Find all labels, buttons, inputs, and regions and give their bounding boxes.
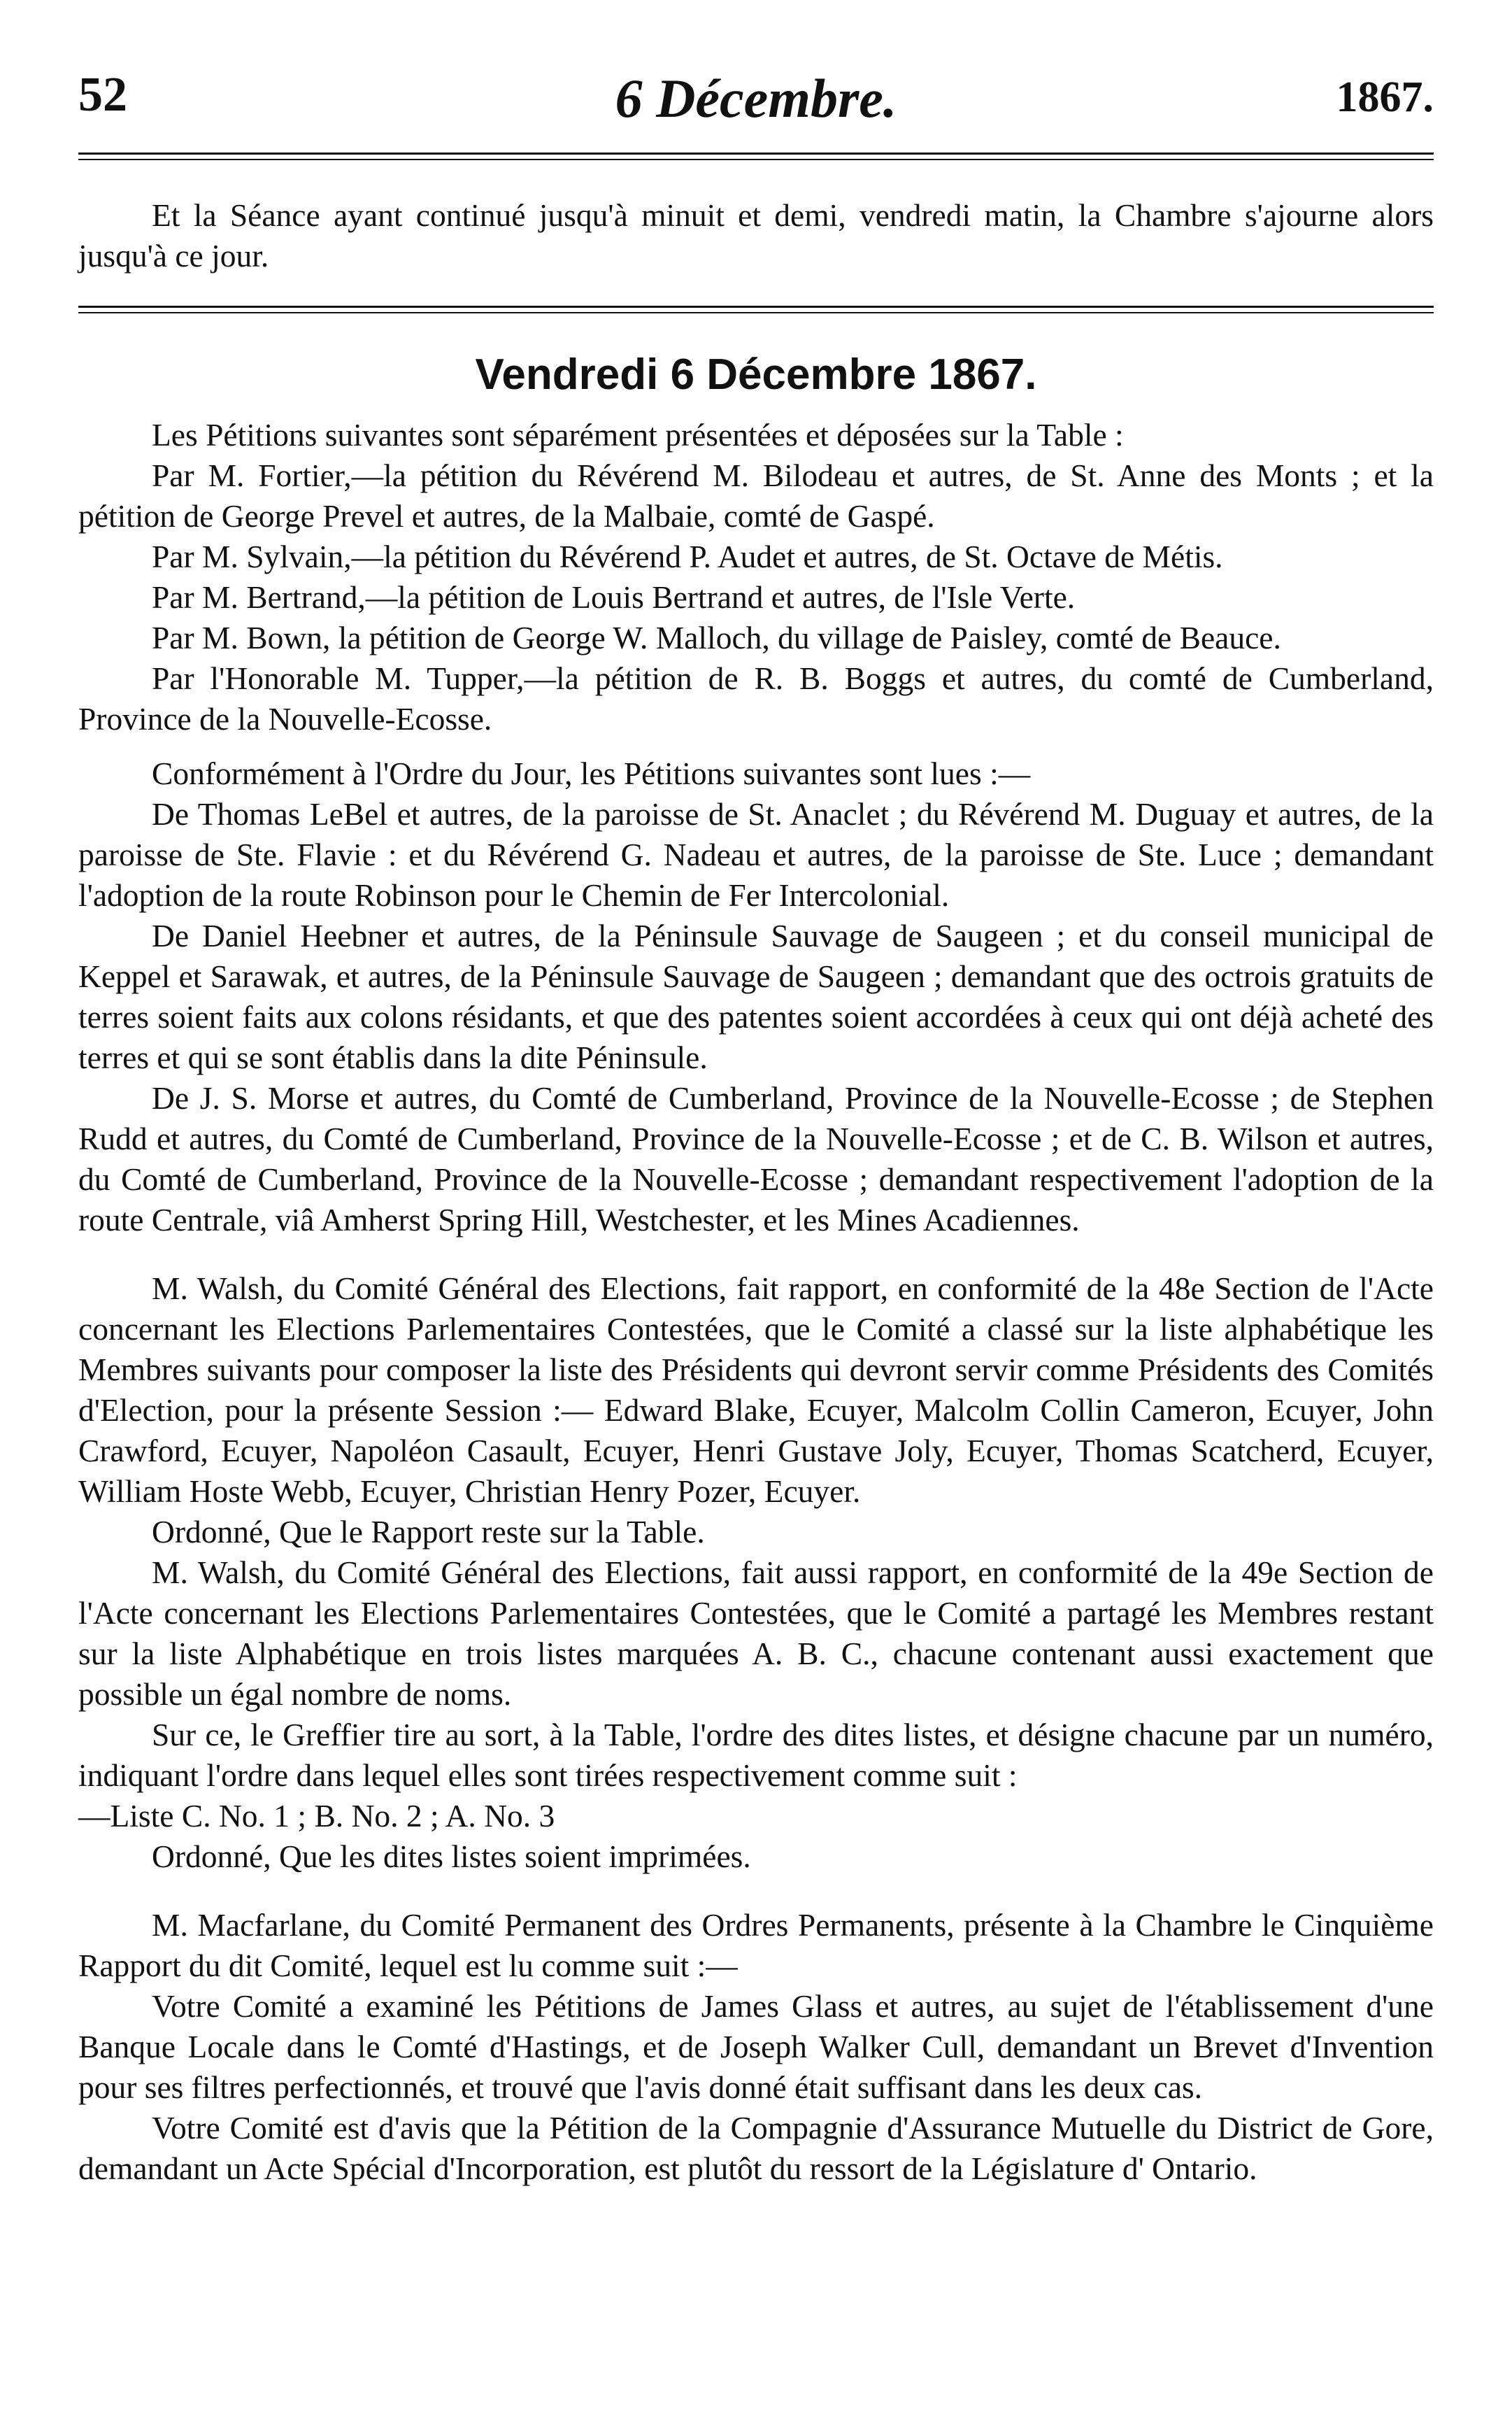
petitions-intro: Les Pétitions suivantes sont séparément présentées et déposées sur la Table : bbox=[152, 417, 1124, 453]
page-header bbox=[78, 67, 1434, 144]
page-number: 52 bbox=[78, 68, 127, 122]
order-table: Ordonné, Que le Rapport reste sur la Table. bbox=[152, 1514, 705, 1550]
petition-presented: Par M. Bertrand,—la pétition de Louis Bertrand et autres, de l'Isle Verte. bbox=[152, 579, 1076, 615]
header-date: 6 Décembre. bbox=[615, 68, 897, 129]
petition-presented: Par M. Fortier,—la pétition du Révérend M. Bilodeau et autres, de St. Anne des Monts ; et la pétition de George Prevel et autres, de la Malbaie, comté de Gaspé. bbox=[78, 458, 1434, 534]
petition-presented: Par M. Sylvain,—la pétition du Révérend P. Audet et autres, de St. Octave de Métis. bbox=[152, 539, 1223, 574]
petition-read: De J. S. Morse et autres, du Comté de Cumberland, Province de la Nouvelle-Ecosse ; de Stephen Rudd et autres, du Comté de Cumberland, Province de la Nouvelle-Ecosse ; et de C. B. Wilson et autres, du Comté de Cumberland, Province de la Nouvelle-Ecosse ; demandant respectivement l'adoption de la route Centrale, viâ Amherst Spring Hill, Westchester, et les Mines Acadiennes. bbox=[78, 1080, 1434, 1238]
draw-result: —Liste C. No. 1 ; B. No. 2 ; A. No. 3 bbox=[78, 1798, 555, 1834]
petition-presented: Par M. Bown, la pétition de George W. Malloch, du village de Paisley, comté de Beauce. bbox=[152, 620, 1281, 655]
petition-read: De Thomas LeBel et autres, de la paroisse de St. Anaclet ; du Révérend M. Duguay et autres, de la paroisse de Ste. Flavie : et du Révérend G. Nadeau et autres, de la paroisse de Ste. Luce ; demandant l'adoption de la route Robinson pour le Chemin de Fer Intercolonial. bbox=[78, 796, 1434, 913]
order-print: Ordonné, Que les dites listes soient imprimées. bbox=[152, 1838, 751, 1874]
section-rule bbox=[78, 306, 1434, 313]
opening-paragraph: Et la Séance ayant continué jusqu'à minuit et demi, vendredi matin, la Chambre s'ajourne alors jusqu'à ce jour. bbox=[78, 197, 1434, 274]
document-page bbox=[78, 67, 1434, 2189]
committee-paragraph: Votre Comité est d'avis que la Pétition de la Compagnie d'Assurance Mutuelle du District de Gore, demandant un Acte Spécial d'Incorporation, est plutôt du ressort de la Législature d' Ontario. bbox=[78, 2110, 1434, 2186]
header-year: 1867. bbox=[1336, 73, 1434, 121]
header-rule bbox=[78, 153, 1434, 160]
macfarlane-report: M. Macfarlane, du Comité Permanent des Ordres Permanents, présente à la Chambre le Cinquième Rapport du dit Comité, lequel est lu comme suit :— bbox=[78, 1907, 1434, 1983]
petitions-read-intro: Conformément à l'Ordre du Jour, les Pétitions suivantes sont lues :— bbox=[152, 756, 1031, 791]
draw-paragraph: Sur ce, le Greffier tire au sort, à la Table, l'ordre des dites listes, et désigne chacune par un numéro, indiquant l'ordre dans lequel elles sont tirées respectivement comme suit : bbox=[78, 1717, 1434, 1793]
petition-read: De Daniel Heebner et autres, de la Péninsule Sauvage de Saugeen ; et du conseil municipal de Keppel et Sarawak, et autres, de la Péninsule Sauvage de Saugeen ; demandant que des octrois gratuits de terres soient faits aux colons résidants, et que des patentes soient accordées à ceux qui ont déjà acheté des terres et qui se sont établis dans la dite Péninsule. bbox=[78, 918, 1434, 1075]
walsh-report-first: M. Walsh, du Comité Général des Elections, fait rapport, en conformité de la 48e Section de l'Acte concernant les Elections Parlementaires Contestées, que le Comité a classé sur la liste alphabétique les Membres suivants pour composer la liste des Présidents qui devront servir comme Présidents des Comités d'Election, pour la présente Session :— Edward Blake, Ecuyer, Malcolm Collin Cameron, Ecuyer, John Crawford, Ecuyer, Napoléon Casault, Ecuyer, Henri Gustave Joly, Ecuyer, Thomas Scatcherd, Ecuyer, William Hoste Webb, Ecuyer, Christian Henry Pozer, Ecuyer. bbox=[78, 1270, 1434, 1509]
section-title: Vendredi 6 Décembre 1867. bbox=[475, 350, 1037, 399]
walsh-report-second: M. Walsh, du Comité Général des Elections, fait aussi rapport, en conformité de la 49e Section de l'Acte concernant les Elections Parlementaires Contestées, que le Comité a partagé les Membres restant sur la liste Alphabétique en trois listes marquées A. B. C., chacune contenant aussi exactement que possible un égal nombre de noms. bbox=[78, 1554, 1434, 1712]
committee-paragraph: Votre Comité a examiné les Pétitions de James Glass et autres, au sujet de l'établissement d'une Banque Locale dans le Comté d'Hastings, et de Joseph Walker Cull, demandant un Brevet d'Invention pour ses filtres perfectionnés, et trouvé que l'avis donné était suffisant dans les deux cas. bbox=[78, 1988, 1434, 2105]
petition-presented: Par l'Honorable M. Tupper,—la pétition de R. B. Boggs et autres, du comté de Cumberland, Province de la Nouvelle-Ecosse. bbox=[78, 660, 1434, 737]
